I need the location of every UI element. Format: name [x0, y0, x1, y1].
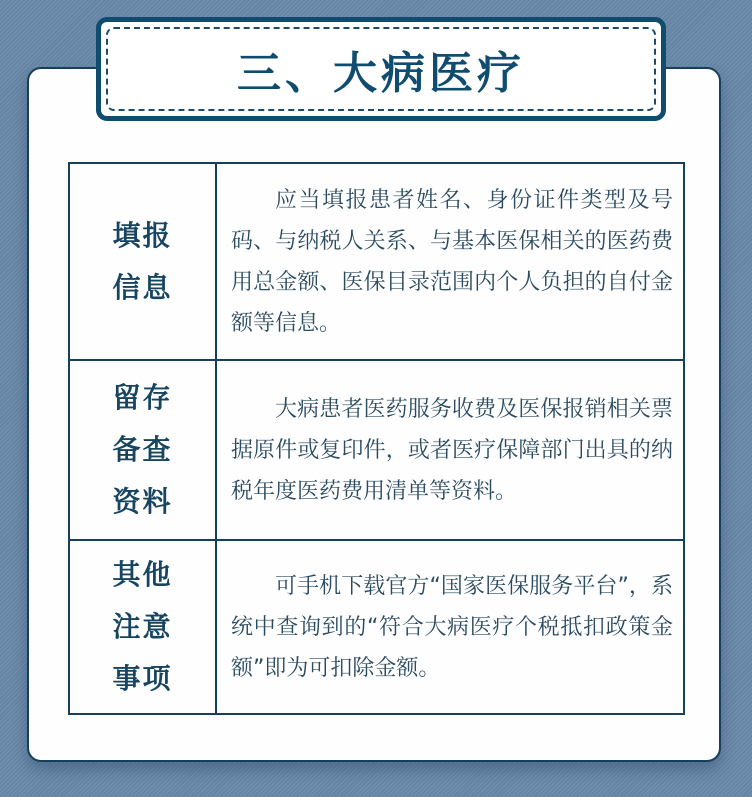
row-description-text: 大病患者医药服务收费及医保报销相关票据原件或复印件，或者医疗保障部门出具的纳税年度医药费用清单等资料。	[231, 396, 673, 504]
row-label-line: 留存	[112, 381, 173, 414]
row-description-text: 可手机下载官方“国家医保服务平台”，系统中查询到的“符合大病医疗个税抵扣政策金额”即为可扣除金额。	[231, 573, 673, 681]
row-label-line: 填报	[112, 218, 173, 252]
row-label	[70, 164, 217, 359]
row-label-line: 备查	[112, 433, 173, 466]
row-description	[217, 164, 683, 359]
row-label-line: 资料	[112, 485, 173, 518]
row-label-line: 事项	[112, 662, 173, 695]
row-label	[70, 539, 217, 713]
row-label-line: 信息	[112, 270, 173, 304]
row-description	[217, 539, 683, 713]
row-label-line: 注意	[112, 610, 173, 643]
row-label-line: 其他	[112, 558, 173, 591]
row-description-text: 应当填报患者姓名、身份证件类型及号码、与纳税人关系、与基本医保相关的医药费用总金额、医保目录范围内个人负担的自付金额等信息。	[231, 187, 673, 336]
row-description	[217, 359, 683, 539]
row-label	[70, 359, 217, 539]
info-table	[68, 162, 685, 715]
section-header	[96, 17, 666, 121]
section-title: 三、大病医疗	[237, 48, 525, 99]
section-header-dashed-frame	[106, 27, 656, 111]
